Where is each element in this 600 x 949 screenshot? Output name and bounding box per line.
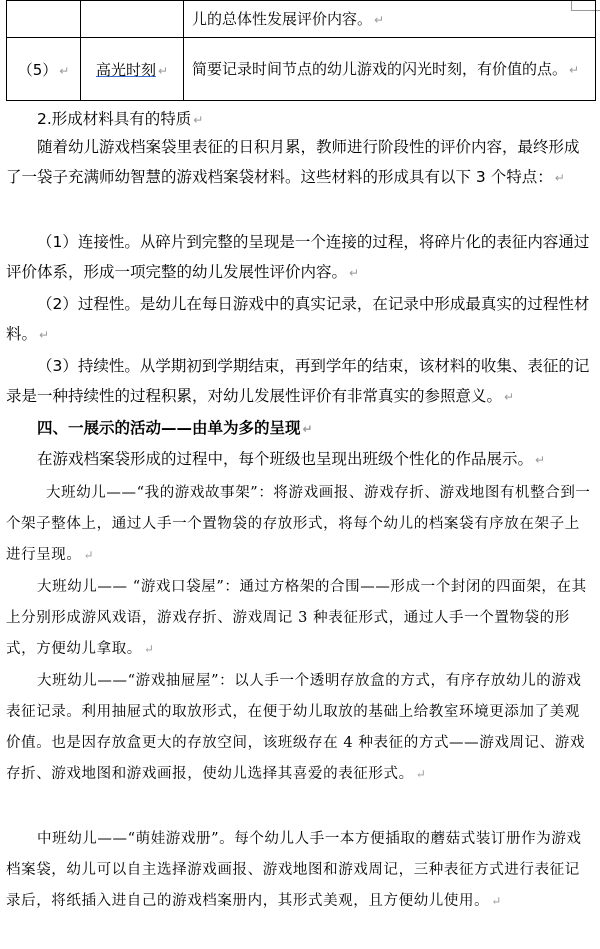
paragraph: 随着幼儿游戏档案袋里表征的日积月累，教师进行阶段性的评价内容，最终形成了一袋子充满师幼智慧的游戏档案袋材料。这些材料的形成具有以下 3 个特点： ↵ <box>6 138 580 186</box>
paragraph: （3）持续性。从学期初到学期结束，再到学年的结束，该材料的收集、表征的记录是一种持续性的过程积累，对幼儿发展性评价有非常真实的参照意义。 ↵ <box>6 357 590 405</box>
evaluation-table <box>6 0 596 101</box>
section-heading: 四、一展示的活动——由单为多的呈现 ↵ <box>37 419 313 437</box>
return-mark: ↵ <box>374 12 385 27</box>
paragraph: 大班幼儿—— “游戏口袋屋”：通过方格架的合围——形成一个封闭的四面架，在其上分别形成游风戏语，游戏存折、游戏周记 3 种表征形式，通过人手一个置物袋的形式，方便幼儿拿取。 ↵ <box>6 579 587 657</box>
section-heading: 2.形成材料具有的特质 ↵ <box>37 110 204 128</box>
paragraph: 大班幼儿——“游戏抽屉屋”：以人手一个透明存放盒的方式，有序存放幼儿的游戏表征记录。利用抽屉式的取放形式，在便于幼儿取放的基础上给教室环境更添加了美观价值。也是因存放盒更大的存放空间，该班级存在 4 种表征的方式——游戏周记、游戏存折、游戏地图和游戏画报，使幼儿选择其喜爱的表征形式。 ↵ <box>6 673 585 782</box>
paragraph: （1）连接性。从碎片到完整的呈现是一个连接的过程，将碎片化的表征内容通过评价体系，形成一项完整的幼儿发展性评价内容。 ↵ <box>6 233 590 281</box>
paragraph: （2）过程性。是幼儿在每日游戏中的真实记录，在记录中形成最真实的过程性材料。 ↵ <box>6 295 590 343</box>
table-cell: 高光时刻 ↵ <box>81 38 184 101</box>
table-row <box>7 1 596 38</box>
paragraph: 大班幼儿——“我的游戏故事架”：将游戏画报、游戏存折、游戏地图有机整合到一个架子整体上，通过人手一个置物袋的存放形式，将每个幼儿的档案袋有序放在架子上进行呈现。 ↵ <box>6 485 591 563</box>
paragraph: 在游戏档案袋形成的过程中，每个班级也呈现出班级个性化的作品展示。 ↵ <box>37 450 546 468</box>
table-cell: 简要记录时间节点的幼儿游戏的闪光时刻，有价值的点。 ↵ <box>184 38 596 101</box>
paragraph: 中班幼儿——“萌娃游戏册”。每个幼儿人手一本方便插取的蘑菇式装订册作为游戏档案袋，幼儿可以自主选择游戏画报、游戏地图和游戏周记，三种表征方式进行表征记录后，将纸插入进自己的游戏档案册内，其形式美观，且方便幼儿使用。 ↵ <box>6 831 582 909</box>
table-row <box>7 38 596 101</box>
table-cell: （5） ↵ <box>7 38 81 101</box>
table-cell <box>7 1 81 38</box>
table-cell: 儿的总体性发展评价内容。 ↵ <box>184 1 596 38</box>
table-cell <box>81 1 184 38</box>
